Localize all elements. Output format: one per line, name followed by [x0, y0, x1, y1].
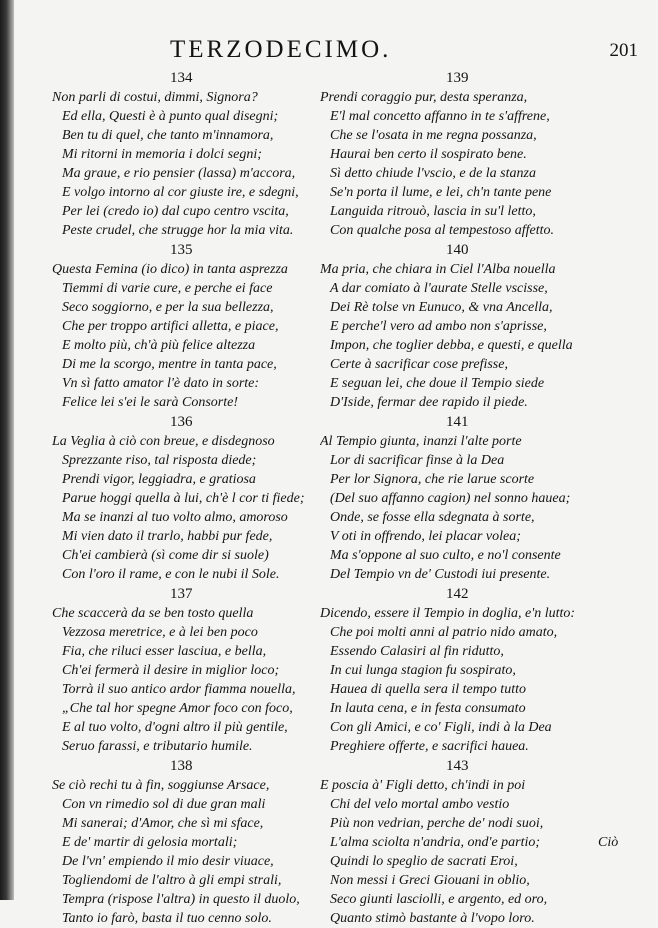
- verse-line: „Che tal hor spegne Amor foco con foco,: [62, 701, 293, 716]
- verse-line: Con vn rimedio sol di due gran mali: [62, 797, 266, 812]
- verse-line: Con l'oro il rame, e con le nubi il Sole.: [62, 567, 280, 582]
- verse-line: Peste crudel, che strugge hor la mia vita.: [62, 223, 294, 238]
- stanza-number: 141: [446, 414, 469, 430]
- verse-line: Non parli di costui, dimmi, Signora?: [52, 90, 258, 105]
- verse-line: Essendo Calasiri al fin ridutto,: [330, 644, 504, 659]
- verse-line: V oti in offrendo, lei placar volea;: [330, 529, 521, 544]
- verse-line: E de' martir di gelosia mortali;: [62, 835, 238, 850]
- verse-line: La Veglia à ciò con breue, e disdegnoso: [52, 434, 275, 449]
- verse-line: Dicendo, essere il Tempio in doglia, e'n lutto:: [320, 606, 576, 621]
- verse-line: Ch'ei fermerà il desire in miglior loco;: [62, 663, 280, 678]
- verse-line: E'l mal concetto affanno in te s'affrene,: [330, 109, 550, 124]
- verse-line: Ch'ei cambierà (sì come dir si suole): [62, 548, 269, 563]
- verse-line: Sì detto chiude l'vscio, e de la stanza: [330, 166, 536, 181]
- verse-line: Che se l'osata in me regna possanza,: [330, 128, 537, 143]
- stanza-number: 139: [446, 70, 469, 86]
- right-column: [320, 68, 602, 928]
- running-head: [0, 36, 658, 68]
- verse-line: In cui lunga stagion fu sospirato,: [330, 663, 516, 678]
- verse-line: Sprezzante riso, tal risposta diede;: [62, 453, 257, 468]
- verse-line: Seco soggiorno, e per la sua bellezza,: [62, 300, 274, 315]
- verse-line: Più non vedrian, perche de' nodi suoi,: [330, 816, 544, 831]
- verse-line: Chi del velo mortal ambo vestio: [330, 797, 510, 812]
- verse-line: Mi ritorni in memoria i dolci segni;: [62, 147, 262, 162]
- verse-line: Tanto io farò, basta il tuo cenno solo.: [62, 911, 272, 926]
- stanza-number: 142: [446, 586, 469, 602]
- verse-line: Mi vien dato il trarlo, habbi pur fede,: [62, 529, 273, 544]
- verse-line: Che poi molti anni al patrio nido amato,: [330, 625, 558, 640]
- stanza-number: 138: [170, 758, 193, 774]
- verse-line: Ma s'oppone al suo culto, e no'l consente: [330, 548, 561, 563]
- verse-line: E al tuo volto, d'ogni altro il più gentile,: [62, 720, 288, 735]
- verse-line: Haurai ben certo il sospirato bene.: [330, 147, 527, 162]
- verse-line: Parue hoggi quella à lui, ch'è l cor ti fiede;: [62, 491, 305, 506]
- verse-line: Impon, che toglier debba, e questi, e quella: [330, 338, 573, 353]
- verse-line: Non messi i Greci Giouani in oblio,: [330, 873, 530, 888]
- verse-line: Tempra (rispose l'altra) in questo il duolo,: [62, 892, 300, 907]
- verse-line: Che per troppo artifici alletta, e piace,: [62, 319, 279, 334]
- verse-line: Del Tempio vn de' Custodi iui presente.: [330, 567, 551, 582]
- stanza: [52, 584, 342, 756]
- stanza-number: 136: [170, 414, 193, 430]
- verse-line: Mi sanerai; d'Amor, che sì mi sface,: [62, 816, 264, 831]
- verse-line: Per lor Signora, che rie larue scorte: [330, 472, 535, 487]
- verse-line: A dar comiato à l'aurate Stelle vscisse,: [330, 281, 548, 296]
- verse-line: Che scaccerà da se ben tosto quella: [52, 606, 254, 621]
- catchword: Ciò: [598, 835, 619, 850]
- stanza-number: 137: [170, 586, 193, 602]
- stanza-number: 135: [170, 242, 193, 258]
- verse-line: Preghiere offerte, e sacrifici hauea.: [330, 739, 529, 754]
- verse-line: Con qualche posa al tempestoso affetto.: [330, 223, 554, 238]
- verse-line: Quindi lo speglio de sacrati Eroi,: [330, 854, 518, 869]
- stanza-number: 143: [446, 758, 469, 774]
- stanza: [52, 68, 342, 240]
- verse-line: Dei Rè tolse vn Eunuco, & vna Ancella,: [330, 300, 553, 315]
- stanza-number: 134: [170, 70, 193, 86]
- verse-line: Seruo farassi, e tributario humile.: [62, 739, 253, 754]
- left-column: [52, 68, 342, 928]
- verse-line: (Del suo affanno cagion) nel sonno hauea;: [330, 491, 571, 506]
- verse-line: Ma se inanzi al tuo volto almo, amoroso: [62, 510, 288, 525]
- verse-line: Se ciò rechi tu à fin, soggiunse Arsace,: [52, 778, 270, 793]
- stanza-number: 140: [446, 242, 469, 258]
- verse-line: Se'n porta il lume, e lei, ch'n tante pene: [330, 185, 552, 200]
- verse-line: Prendi coraggio pur, desta speranza,: [320, 90, 528, 105]
- stanza: [52, 756, 342, 928]
- verse-line: In lauta cena, e in festa consumato: [330, 701, 526, 716]
- verse-line: Lor di sacrificar finse à la Dea: [330, 453, 505, 468]
- stanza: [320, 412, 602, 584]
- verse-line: Seco giunti lasciolli, e argento, ed oro,: [330, 892, 548, 907]
- verse-line: Felice lei s'ei le sarà Consorte!: [62, 395, 239, 410]
- verse-line: D'Iside, fermar dee rapido il piede.: [330, 395, 528, 410]
- stanza: [52, 240, 342, 412]
- stanza: [320, 756, 602, 928]
- verse-line: Vn sì fatto amator l'è dato in sorte:: [62, 376, 260, 391]
- verse-line: Torrà il suo antico ardor fiamma nouella,: [62, 682, 296, 697]
- verse-line: Certe à sacrificar cose prefisse,: [330, 357, 508, 372]
- verse-line: Al Tempio giunta, inanzi l'alte porte: [320, 434, 522, 449]
- verse-line: E molto più, ch'à più felice altezza: [62, 338, 256, 353]
- verse-line: Languida ritrouò, lascia in su'l letto,: [330, 204, 536, 219]
- stanza: [320, 68, 602, 240]
- binding-shadow: [0, 0, 14, 900]
- stanza: [320, 240, 602, 412]
- verse-line: Ben tu di quel, che tanto m'innamora,: [62, 128, 274, 143]
- verse-line: Vezzosa meretrice, e à lei ben poco: [62, 625, 258, 640]
- verse-line: Fia, che riluci esser lasciua, e bella,: [62, 644, 267, 659]
- verse-line: E volgo intorno al cor giuste ire, e sdegni,: [62, 185, 299, 200]
- verse-line: Con gli Amici, e co' Figli, indi à la Dea: [330, 720, 552, 735]
- verse-line: Quanto stimò bastante à l'vopo loro.: [330, 911, 535, 926]
- verse-line: Per lei (credo io) dal cupo centro vscita,: [62, 204, 289, 219]
- verse-line: Hauea di quella sera il tempo tutto: [330, 682, 526, 697]
- verse-line: E poscia à' Figli detto, ch'indi in poi: [320, 778, 526, 793]
- verse-line: E seguan lei, che doue il Tempio siede: [330, 376, 545, 391]
- stanza: [320, 584, 602, 756]
- verse-line: Onde, se fosse ella sdegnata à sorte,: [330, 510, 535, 525]
- verse-line: Tiemmi di varie cure, e perche ei face: [62, 281, 273, 296]
- verse-line: Prendi vigor, leggiadra, e gratiosa: [62, 472, 256, 487]
- verse-line: L'alma sciolta n'andria, ond'e partio;: [330, 835, 541, 850]
- verse-line: De l'vn' empiendo il mio desir viuace,: [62, 854, 274, 869]
- verse-line: Ma graue, e rio pensier (lassa) m'accora,: [62, 166, 296, 181]
- page-number: 201: [609, 40, 638, 61]
- verse-line: E perche'l vero ad ambo non s'aprisse,: [330, 319, 547, 334]
- verse-line: Di me la scorgo, mentre in tanta pace,: [62, 357, 277, 372]
- verse-line: Ed ella, Questi è à punto qual disegni;: [62, 109, 279, 124]
- verse-line: Togliendomi de l'altro à gli empi strali,: [62, 873, 282, 888]
- stanza: [52, 412, 342, 584]
- verse-line: Ma pria, che chiara in Ciel l'Alba nouella: [320, 262, 556, 277]
- verse-line: Questa Femina (io dico) in tanta asprezza: [52, 262, 288, 277]
- running-title: TERZODECIMO.: [170, 36, 392, 63]
